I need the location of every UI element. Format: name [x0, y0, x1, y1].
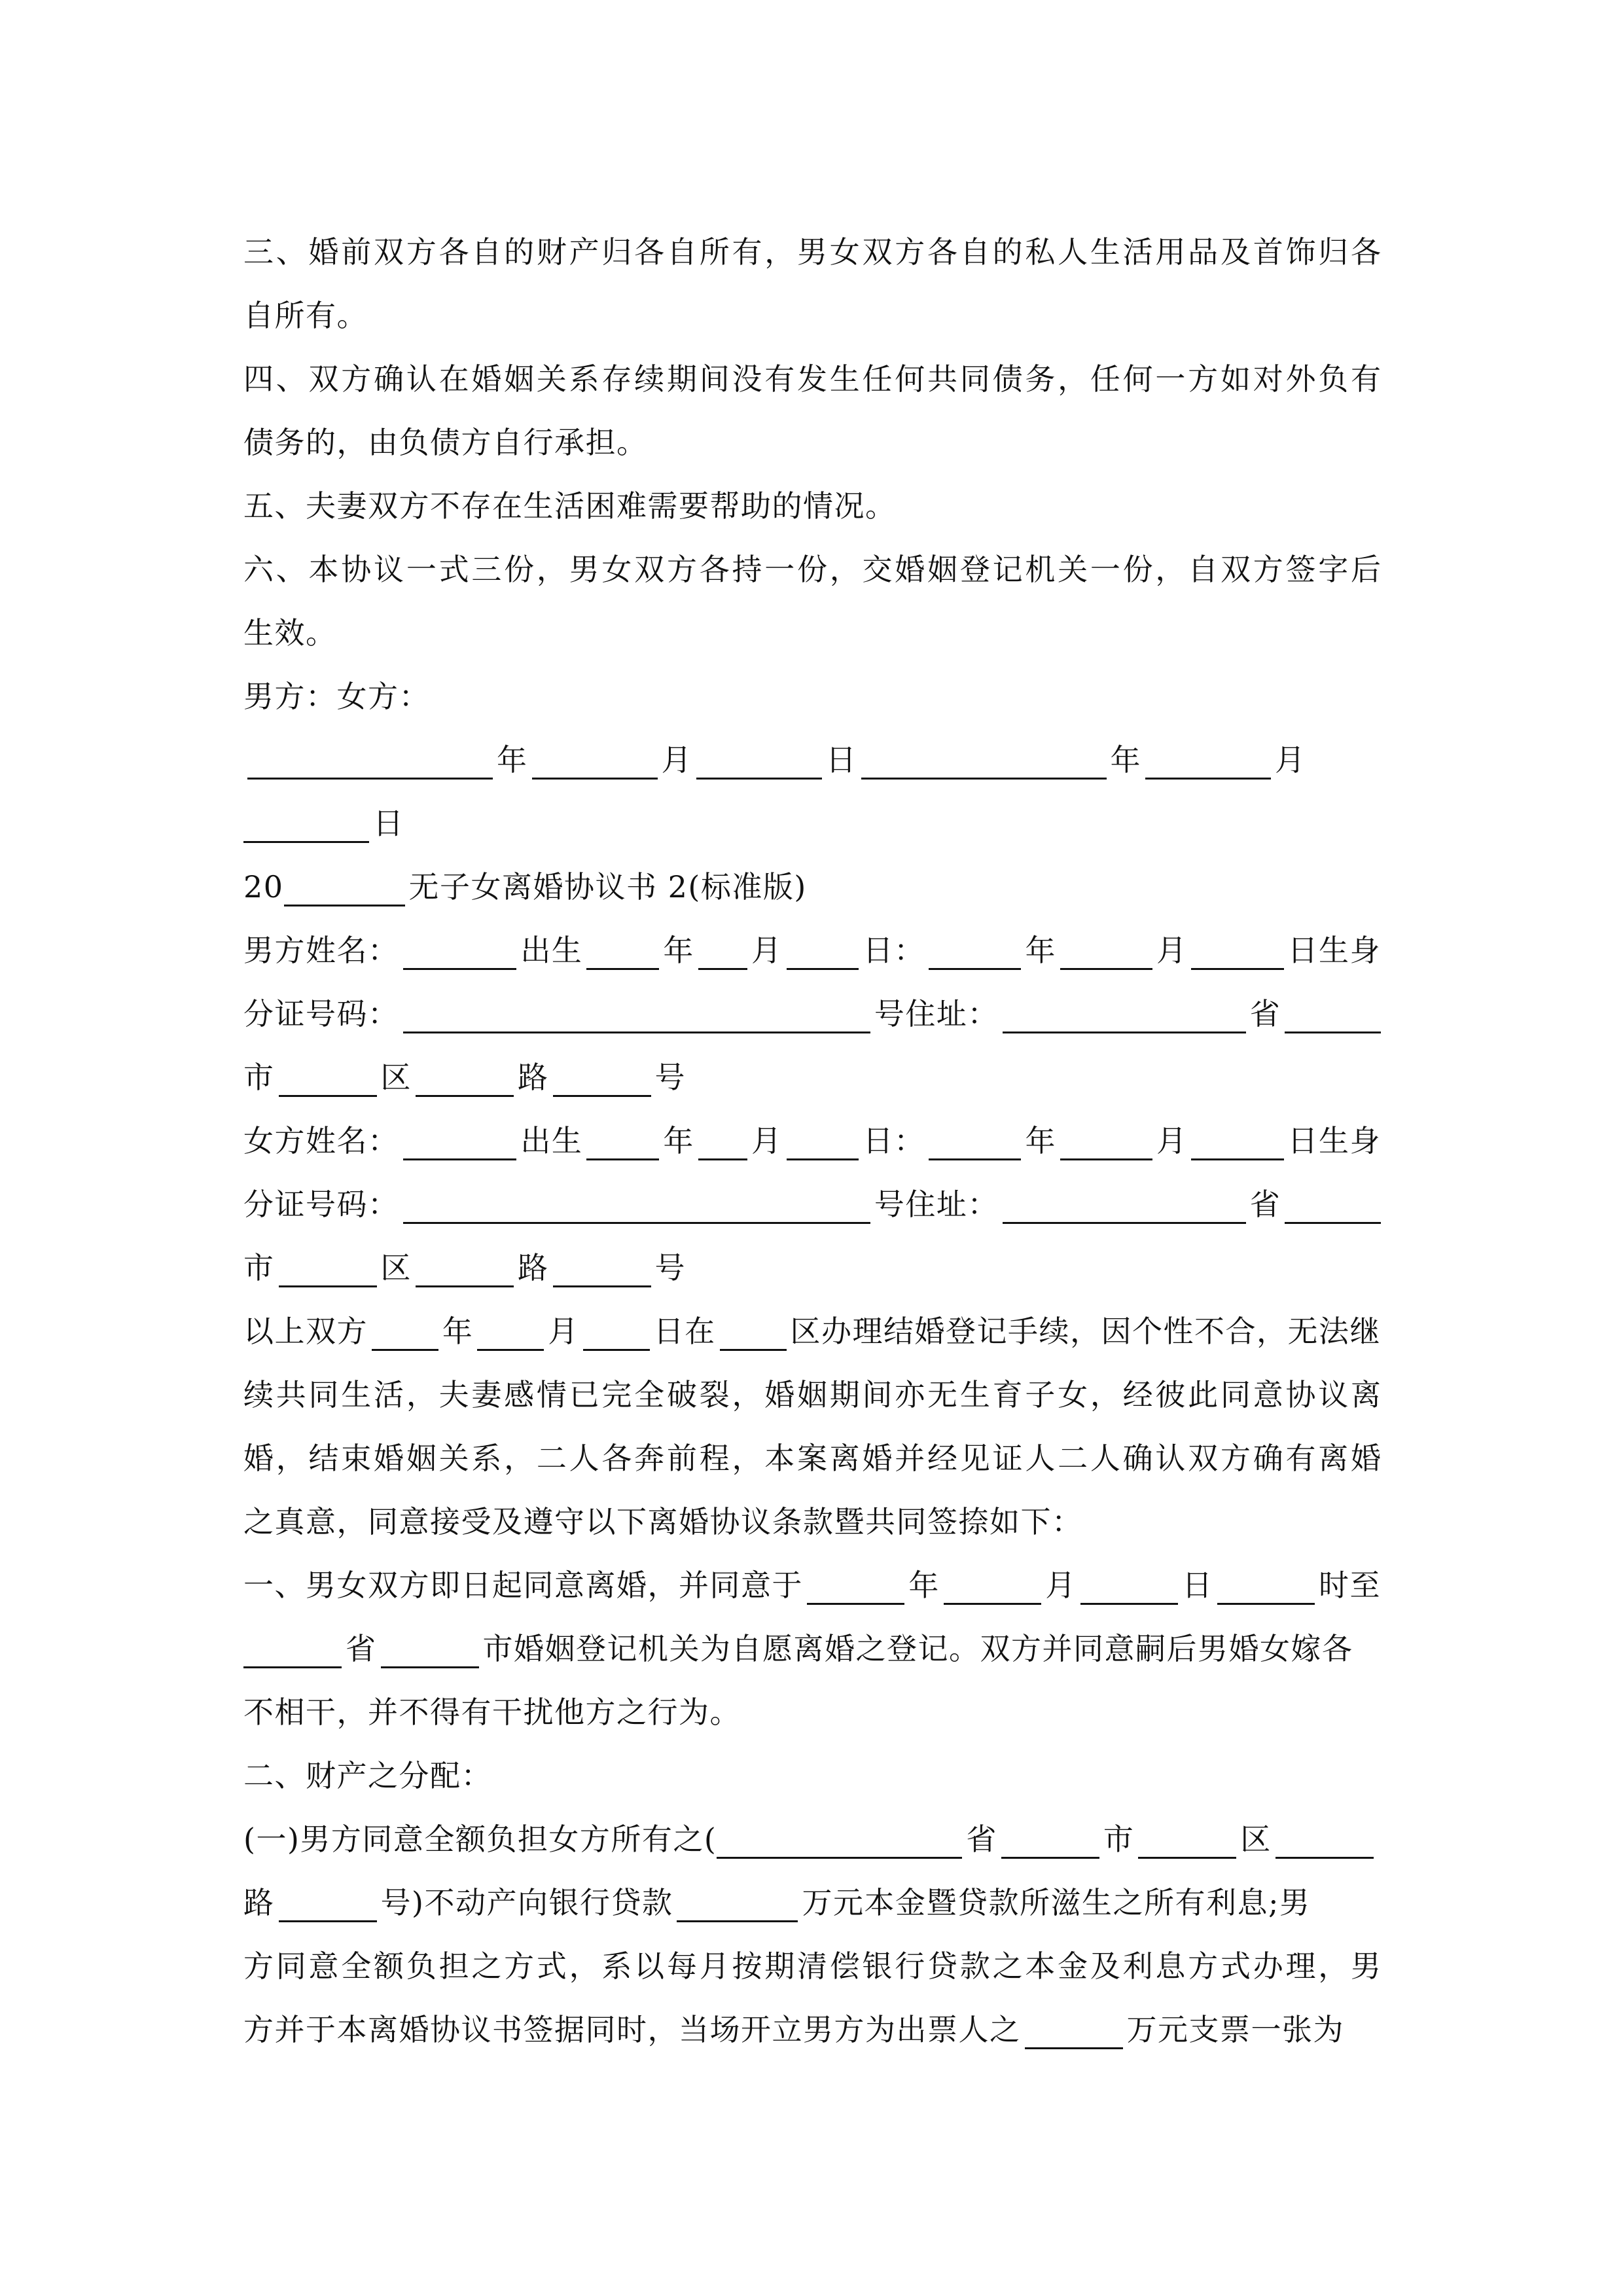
- cheque-amount-blank[interactable]: [1025, 2013, 1123, 2049]
- property-district-blank[interactable]: [1138, 1823, 1236, 1859]
- female-birth-year-blank[interactable]: [586, 1124, 659, 1160]
- female-sign-day-blank[interactable]: [243, 807, 369, 843]
- marriage-day-blank[interactable]: [583, 1315, 650, 1351]
- preamble-text: 之真意，同意接受及遵守以下离婚协议条款暨共同签捺如下：: [243, 1504, 1083, 1539]
- day-label: 日: [1182, 1568, 1213, 1603]
- province-label: 省: [346, 1631, 377, 1666]
- preamble-text: 婚，结束婚姻关系，二人各奔前程，本案离婚并经见证人二人确认双方确有离婚: [243, 1441, 1383, 1476]
- clause-2-text: 方同意全额负担之方式，系以每月按期清偿银行贷款之本金及利息方式办理，男: [243, 1948, 1383, 1984]
- city-label: 市: [243, 1060, 275, 1095]
- agreement-title: [243, 843, 1381, 906]
- district-label: 区: [380, 1060, 412, 1095]
- female-id-blank[interactable]: [403, 1188, 870, 1224]
- clause-1-text-cont: 市婚姻登记机关为自愿离婚之登记。双方并同意嗣后男婚女嫁各: [482, 1631, 1353, 1666]
- female-name-label: 女方姓名：: [243, 1123, 399, 1158]
- female-city-blank[interactable]: [1285, 1188, 1381, 1224]
- month-label: 月: [751, 933, 783, 968]
- birth-label: 出生: [520, 1123, 583, 1158]
- clause-2-sub1-text-cont2: 万元本金暨贷款所滋生之所有利息;男: [802, 1885, 1311, 1920]
- male-id-label: 分证号码：: [243, 996, 399, 1031]
- female-address-label: 号住址：: [874, 1187, 999, 1222]
- male-birth-year-blank[interactable]: [586, 934, 659, 970]
- male-address-label: 号住址：: [874, 996, 999, 1031]
- province-label: 省: [966, 1821, 997, 1857]
- month-label: 月: [548, 1314, 579, 1349]
- preamble-line-4: [243, 1478, 1381, 1541]
- female-district-blank[interactable]: [279, 1251, 377, 1287]
- clause-5-text: 五、夫妻双方不存在生活困难需要帮助的情况。: [243, 488, 897, 524]
- male-id-line: [243, 970, 1381, 1033]
- male-sign-month-blank[interactable]: [532, 744, 658, 780]
- preamble-text-cont: 区办理结婚登记手续，因个性不合，无法继: [790, 1314, 1381, 1349]
- preamble-text: 以上双方: [243, 1314, 368, 1349]
- preamble-text: 续共同生活，夫妻感情已完全破裂，婚姻期间亦无生育子女，经彼此同意协议离: [243, 1377, 1383, 1412]
- number-label: 号: [654, 1060, 686, 1095]
- clause-3-text-cont: 自所有。: [243, 298, 368, 333]
- day-label: 日: [373, 806, 404, 841]
- divorce-month-blank[interactable]: [944, 1569, 1041, 1605]
- title-year-prefix: 20: [243, 869, 284, 905]
- month-label: 月: [1156, 933, 1188, 968]
- clause-4-line-1: [243, 335, 1381, 399]
- road-label: 路: [518, 1060, 549, 1095]
- property-province-blank[interactable]: [717, 1823, 962, 1859]
- year-label: 年: [663, 1123, 694, 1158]
- male-id-blank[interactable]: [403, 997, 870, 1033]
- district-label: 区: [1240, 1821, 1272, 1857]
- female-birth-month-blank[interactable]: [698, 1124, 747, 1160]
- agreement-clause-1-line-3: [243, 1668, 1381, 1732]
- clause-4-text: 四、双方确认在婚姻关系存续期间没有发生任何共同债务，任何一方如对外负有: [243, 361, 1383, 397]
- province-label: 省: [1249, 996, 1281, 1031]
- female-id-label: 分证号码：: [243, 1187, 399, 1222]
- female-address-line: [243, 1224, 1381, 1287]
- property-number-blank[interactable]: [279, 1886, 377, 1922]
- male-district-blank[interactable]: [279, 1061, 377, 1097]
- month-label: 月: [1045, 1568, 1077, 1603]
- agreement-clause-2-heading: [243, 1732, 1381, 1795]
- male-province-blank[interactable]: [1003, 997, 1246, 1033]
- title-text: 无子女离婚协议书 2(标准版): [408, 869, 807, 905]
- city-label: 市: [1103, 1821, 1135, 1857]
- loan-amount-blank[interactable]: [677, 1886, 798, 1922]
- signature-label: 男方：女方：: [243, 679, 430, 714]
- year-label: 年: [663, 933, 694, 968]
- female-name-blank[interactable]: [403, 1124, 517, 1160]
- divorce-day-blank[interactable]: [1080, 1569, 1178, 1605]
- clause-4-text-cont: 债务的，由负债方自行承担。: [243, 425, 648, 460]
- agreement-clause-2-line-3: [243, 1922, 1381, 1986]
- male-year-blank[interactable]: [929, 934, 1021, 970]
- signature-labels: [243, 653, 1381, 716]
- year-label: 年: [1110, 742, 1141, 778]
- clause-1-text: 一、男女双方即日起同意离婚，并同意于: [243, 1568, 803, 1603]
- number-label: 号: [654, 1250, 686, 1285]
- year-label: 年: [497, 742, 528, 778]
- clause-2-text-cont: 万元支票一张为: [1126, 2012, 1344, 2047]
- female-name-line: [243, 1097, 1381, 1160]
- year-label: 年: [908, 1568, 940, 1603]
- clause-3-line-2: [243, 272, 1381, 335]
- preamble-line-1: [243, 1287, 1381, 1351]
- female-sign-month-blank[interactable]: [1145, 744, 1271, 780]
- male-sign-day-blank[interactable]: [696, 744, 822, 780]
- agreement-clause-1-line-1: [243, 1541, 1381, 1605]
- male-day-blank[interactable]: [1191, 934, 1283, 970]
- female-id-line: [243, 1160, 1381, 1224]
- preamble-line-2: [243, 1351, 1381, 1414]
- divorce-hour-blank[interactable]: [1217, 1569, 1315, 1605]
- clause-2-text: 方并于本离婚协议书签据同时，当场开立男方为出票人之: [243, 2012, 1021, 2047]
- day-id-label: 日生身: [1287, 933, 1381, 968]
- clause-5-line-1: [243, 462, 1381, 526]
- clause-2-sub1-text: (一)男方同意全额负担女方所有之(: [243, 1821, 717, 1857]
- year-label: 年: [1025, 933, 1056, 968]
- male-sign-year-blank[interactable]: [247, 744, 493, 780]
- clause-4-line-2: [243, 399, 1381, 462]
- marriage-district-blank[interactable]: [720, 1315, 787, 1351]
- male-name-label: 男方姓名：: [243, 933, 399, 968]
- marriage-month-blank[interactable]: [477, 1315, 544, 1351]
- agreement-clause-2-line-2: [243, 1859, 1381, 1922]
- road-label: 路: [243, 1885, 275, 1920]
- district-label: 区: [380, 1250, 412, 1285]
- month-label: 月: [1275, 742, 1306, 778]
- road-label: 路: [518, 1250, 549, 1285]
- clause-3-line-1: [243, 208, 1381, 272]
- month-label: 月: [1156, 1123, 1188, 1158]
- clause-2-heading: 二、财产之分配：: [243, 1758, 492, 1793]
- city-label: 市: [243, 1250, 275, 1285]
- female-day-blank[interactable]: [1191, 1124, 1283, 1160]
- day-label: 日：: [863, 1123, 925, 1158]
- title-year-blank[interactable]: [284, 870, 405, 906]
- month-label: 月: [661, 742, 692, 778]
- divorce-province-blank[interactable]: [243, 1632, 342, 1668]
- clause-6-line-1: [243, 526, 1381, 589]
- property-road-blank[interactable]: [1275, 1823, 1374, 1859]
- signature-date-line-2: [243, 780, 1381, 843]
- clause-3-text: 三、婚前双方各自的财产归各自所有，男女双方各自的私人生活用品及首饰归各: [243, 234, 1383, 270]
- divorce-city-blank[interactable]: [381, 1632, 479, 1668]
- clause-6-text: 六、本协议一式三份，男女双方各持一份，交婚姻登记机关一份，自双方签字后: [243, 552, 1383, 587]
- marriage-year-blank[interactable]: [372, 1315, 438, 1351]
- female-year-blank[interactable]: [929, 1124, 1021, 1160]
- female-month-blank[interactable]: [1060, 1124, 1152, 1160]
- agreement-clause-2-line-4: [243, 1986, 1381, 2049]
- birth-label: 出生: [520, 933, 583, 968]
- clause-2-sub1-text-cont: 号)不动产向银行贷款: [380, 1885, 673, 1920]
- year-label: 年: [442, 1314, 474, 1349]
- female-road-blank[interactable]: [416, 1251, 514, 1287]
- female-number-blank[interactable]: [553, 1251, 651, 1287]
- male-name-line: [243, 906, 1381, 970]
- female-province-blank[interactable]: [1003, 1188, 1246, 1224]
- female-sign-year-blank[interactable]: [861, 744, 1107, 780]
- year-label: 年: [1025, 1123, 1056, 1158]
- female-birth-day-blank[interactable]: [787, 1124, 859, 1160]
- male-address-line: [243, 1033, 1381, 1097]
- property-city-blank[interactable]: [1001, 1823, 1099, 1859]
- agreement-clause-2-line-1: [243, 1795, 1381, 1859]
- male-birth-month-blank[interactable]: [698, 934, 747, 970]
- document-page: [243, 208, 1381, 2049]
- province-label: 省: [1249, 1187, 1281, 1222]
- day-label: 日：: [863, 933, 925, 968]
- male-name-blank[interactable]: [403, 934, 517, 970]
- male-city-blank[interactable]: [1285, 997, 1381, 1033]
- clause-6-line-2: [243, 589, 1381, 653]
- day-label: 日: [826, 742, 857, 778]
- male-road-blank[interactable]: [416, 1061, 514, 1097]
- preamble-line-3: [243, 1414, 1381, 1478]
- day-id-label: 日生身: [1287, 1123, 1381, 1158]
- signature-date-line: [243, 716, 1381, 780]
- hour-to-label: 时至: [1319, 1568, 1381, 1603]
- clause-6-text-cont: 生效。: [243, 615, 337, 651]
- divorce-year-blank[interactable]: [807, 1569, 904, 1605]
- month-label: 月: [751, 1123, 783, 1158]
- day-at-label: 日在: [653, 1314, 716, 1349]
- clause-1-text-end: 不相干，并不得有干扰他方之行为。: [243, 1695, 741, 1730]
- male-number-blank[interactable]: [553, 1061, 651, 1097]
- male-month-blank[interactable]: [1060, 934, 1152, 970]
- male-birth-day-blank[interactable]: [787, 934, 859, 970]
- agreement-clause-1-line-2: [243, 1605, 1381, 1668]
